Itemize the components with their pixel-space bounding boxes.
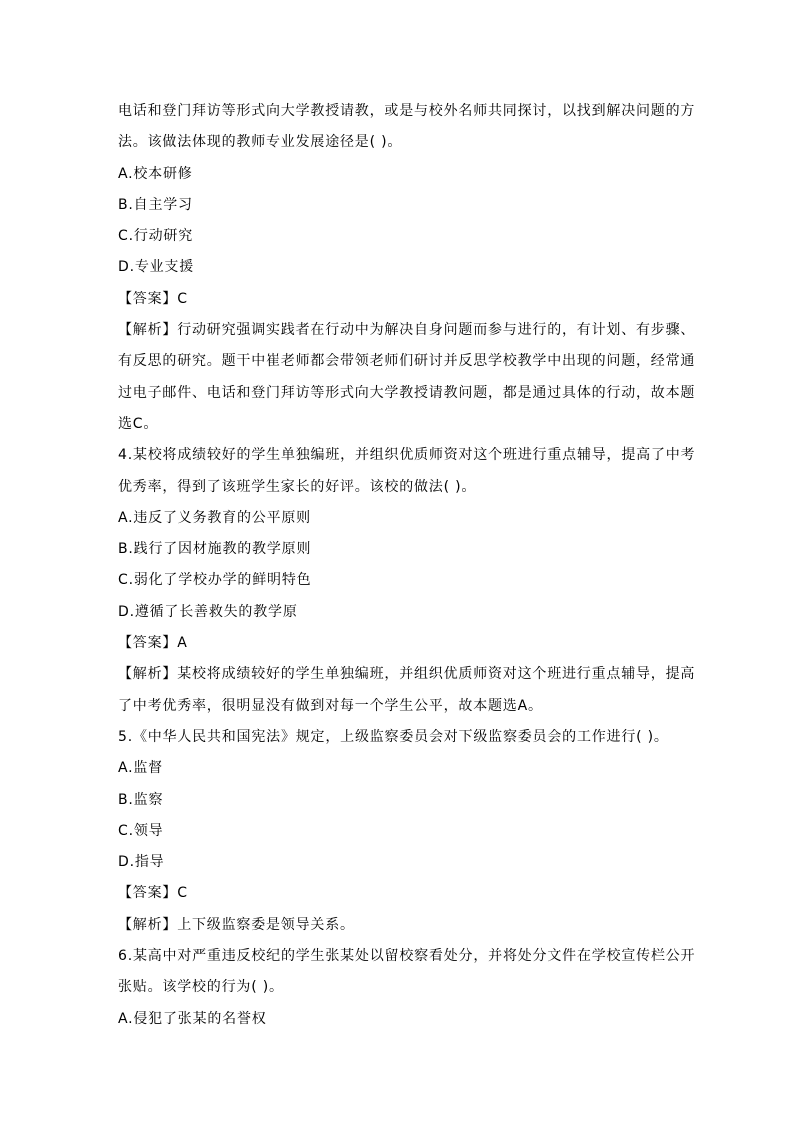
question-5-option-c: C.领导 xyxy=(118,822,164,839)
question-3-option-a: A.校本研修 xyxy=(118,165,193,182)
question-4-analysis-line-2: 了中考优秀率，很明显没有做到对每一个学生公平，故本题选A。 xyxy=(118,697,543,714)
question-3-stem-line-2: 法。该做法体现的教师专业发展途径是( )。 xyxy=(118,134,403,151)
document-page xyxy=(118,96,696,1035)
question-5-option-d: D.指导 xyxy=(118,854,165,871)
question-4-option-d: D.遵循了长善救失的教学原 xyxy=(118,603,298,620)
question-4-stem-line-1: 4.某校将成绩较好的学生单独编班，并组织优质师资对这个班进行重点辅导，提高了中考 xyxy=(118,447,696,464)
question-3-option-b: B.自主学习 xyxy=(118,196,193,213)
question-3-analysis-line-4: 选C。 xyxy=(118,415,159,432)
question-3-analysis-line-2: 有反思的研究。题干中崔老师都会带领老师们研讨并反思学校教学中出现的问题，经常通 xyxy=(118,353,696,370)
question-3-stem-line-1: 电话和登门拜访等形式向大学教授请教，或是与校外名师共同探讨，以找到解决问题的方 xyxy=(118,103,696,119)
question-4-option-a: A.违反了义务教育的公平原则 xyxy=(118,509,311,526)
question-4-option-c: C.弱化了学校办学的鲜明特色 xyxy=(118,572,312,589)
question-4-analysis-line-1: 【解析】某校将成绩较好的学生单独编班，并组织优质师资对这个班进行重点辅导，提高 xyxy=(118,666,696,683)
question-6-option-a: A.侵犯了张某的名誉权 xyxy=(118,1010,267,1027)
question-4-stem-line-2: 优秀率，得到了该班学生家长的好评。该校的做法( )。 xyxy=(118,478,477,495)
question-5-stem: 5.《中华人民共和国宪法》规定，上级监察委员会对下级监察委员会的工作进行( )。 xyxy=(118,728,669,745)
question-5-option-a: A.监督 xyxy=(118,760,163,777)
question-3-option-c: C.行动研究 xyxy=(118,228,194,245)
question-4-answer: 【答案】A xyxy=(118,635,188,652)
question-5-answer: 【答案】C xyxy=(118,885,188,902)
question-5-analysis: 【解析】上下级监察委是领导关系。 xyxy=(118,916,355,933)
question-6-stem-line-2: 张贴。该学校的行为( )。 xyxy=(118,979,284,996)
question-3-answer: 【答案】C xyxy=(118,290,188,307)
question-4-option-b: B.践行了因材施教的教学原则 xyxy=(118,541,312,558)
question-3-option-d: D.专业支援 xyxy=(118,259,195,276)
question-5-option-b: B.监察 xyxy=(118,791,164,808)
question-3-analysis-line-1: 【解析】行动研究强调实践者在行动中为解决自身问题而参与进行的，有计划、有步骤、 xyxy=(118,322,696,339)
question-6-stem-line-1: 6.某高中对严重违反校纪的学生张某处以留校察看处分，并将处分文件在学校宣传栏公开 xyxy=(118,948,696,965)
question-3-analysis-line-3: 过电子邮件、电话和登门拜访等形式向大学教授请教问题，都是通过具体的行动，故本题 xyxy=(118,384,696,401)
